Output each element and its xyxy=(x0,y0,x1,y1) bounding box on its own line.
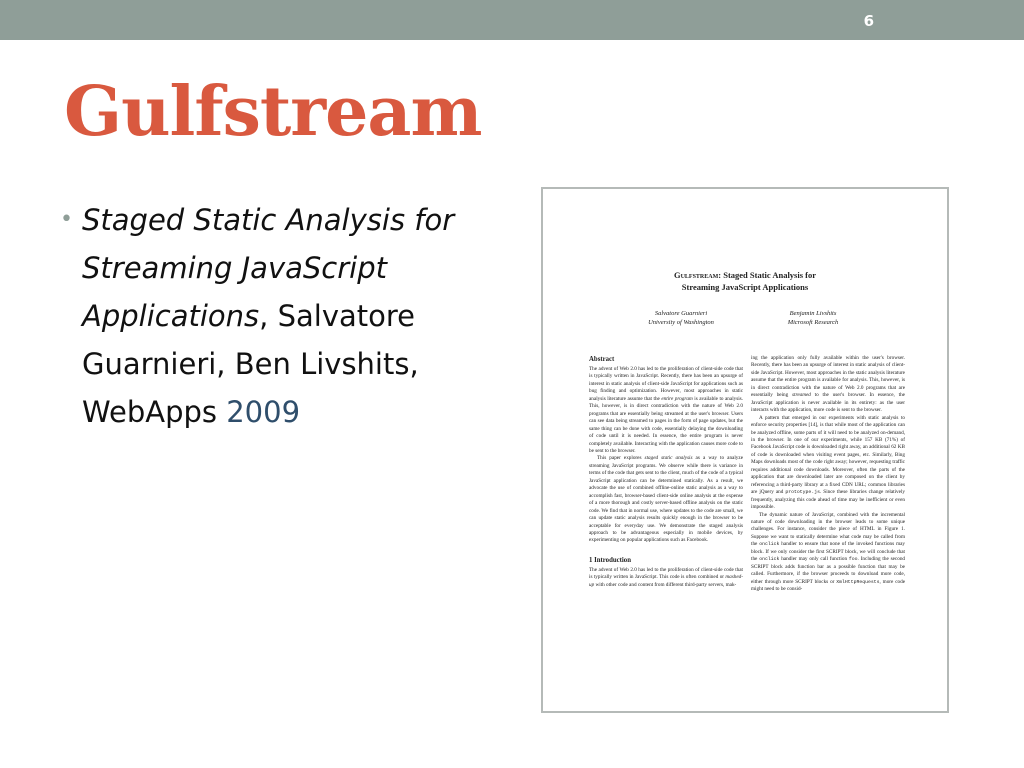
text-run-italic: streamed xyxy=(792,392,811,399)
author-block xyxy=(611,309,751,327)
citation-authors: , Salvatore Guarnieri, Ben Livshits, WebApps xyxy=(82,299,419,429)
paper-left-column xyxy=(589,355,743,589)
text-run-mono: prototype.js xyxy=(785,490,820,496)
slide-title: Gulfstream xyxy=(64,72,482,152)
introduction-heading: 1 Introduction xyxy=(589,556,631,564)
text-run: , more code might need to be consid- xyxy=(751,578,906,593)
text-run-italic: mashed-up xyxy=(589,574,743,588)
introduction-paragraph xyxy=(589,567,743,589)
text-run-italic: entire program xyxy=(661,395,693,402)
body-paragraph xyxy=(751,415,905,512)
text-run-mono: foo xyxy=(848,557,858,563)
body-paragraph xyxy=(751,512,905,594)
bullet-text xyxy=(82,196,500,436)
text-run-mono: onclick xyxy=(759,542,780,548)
author-name: Benjamin Livshits xyxy=(789,310,837,317)
text-run-mono: XmlHttpRequests xyxy=(836,579,880,585)
author-affiliation: University of Washington xyxy=(648,319,714,326)
abstract-paragraph xyxy=(589,455,743,544)
top-bar xyxy=(0,0,1024,40)
bullet-icon: • xyxy=(60,207,73,232)
text-run: handler to ensure that none of the invoked functions may block. If we only consider the first SCRIPT block, we will conclude that the xyxy=(751,541,905,563)
text-run-italic: staged static analysis xyxy=(644,455,693,462)
text-run: . Since these libraries change relatively frequently, analyzing this code ahead of time may be inefficient or even impossible. xyxy=(751,489,905,511)
text-run: as a way to analyze streaming JavaScript programs. We observe while there is variance in terms of the code that gets sent to the client, much of the code of a typical JavaScript application can be determined statically. As a result, we advocate the use of combined offline-online static analysis as a way to accomplish fast, browser-based client-side online analysis at the expense of a more thorough and costly server-based offline analysis on the static code. We find that in normal use, where updates to the code are small, we can update static analysis results quickly enough in the browser to be acceptable for everyday use. We demonstrate the staged analysis approach to be advantageous especially in mobile devices, by experimenting on popular applications such as Facebook. xyxy=(589,455,743,544)
author-name: Salvatore Guarnieri xyxy=(654,310,708,317)
abstract-paragraph xyxy=(589,366,743,455)
paper-title xyxy=(543,269,947,293)
text-run: to the user's browser. In essence, the JavaScript application is never available in its entirety: as the user interacts with the application, more code is sent to the browser. xyxy=(751,392,905,414)
text-run-mono: onclick xyxy=(759,557,780,563)
slide-number: 6 xyxy=(863,12,874,30)
paper-title-line1: : Staged Static Analysis for xyxy=(718,270,817,280)
text-run: The advent of Web 2.0 has led to the proliferation of client-side code that is typically written in JavaScript. Recently, there has been an upsurge of interest in static analysis of client-side JavaScript for applications such as bug finding and optimization. However, most approaches in static analysis literature assume that the xyxy=(589,366,743,402)
author-block xyxy=(743,309,883,327)
text-run: The dynamic nature of JavaScript, combined with the incremental nature of code downloading in the browser leads to some unique challenges. For instance, consider the piece of HTML in Figure 1. Suppose we want to statically determine what code may be called from the xyxy=(751,511,905,548)
text-run: ing the application only fully available within the user's browser. Recently, there has been an upsurge of interest in static analysis of client-side JavaScript. However, most approaches in the static analysis literature assume that the entire program is available for analysis. This, however, is in direct contradiction with the nature of Web 2.0 programs that are essentially being xyxy=(751,355,905,399)
text-run: The advent of Web 2.0 has led to the proliferation of client-side code that is typically written in JavaScript. This code is often combined or xyxy=(589,566,743,581)
citation-year: 2009 xyxy=(226,395,301,429)
text-run: with other code and content from different third-party servers, mak- xyxy=(594,581,737,588)
text-run: handler may only call function xyxy=(779,556,849,563)
abstract-heading: Abstract xyxy=(589,356,615,363)
author-affiliation: Microsoft Research xyxy=(787,319,839,326)
text-run: This paper explores xyxy=(597,455,645,462)
paper-right-column xyxy=(751,355,905,594)
paper-thumbnail xyxy=(541,187,949,713)
paper-title-citation: Staged Static Analysis for Streaming JavaScript Applications xyxy=(82,203,455,333)
paper-title-line2: Streaming JavaScript Applications xyxy=(681,282,809,292)
paper-title-smallcaps: Gulfstream xyxy=(673,270,719,280)
text-run: is available to analysis. This, however, is in direct contradiction with the nature of Web 2.0 programs that are essentially being streamed at the user's browser. Users can see data being streamed to pages in the form of page updates, but the same thing can be done with code, essentially delaying the downloading of code until it is needed. In essence, the entire program is never completely available. Interacting with the application causes more code to be sent to the browser. xyxy=(589,395,744,454)
text-run: A pattern that emerged in our experiments with static analysis to enforce security properties [14], is that while most of the application can be analyzed offline, some parts of it will need to be analyzed on-demand, in the browser. In one of our experiments, while 157 KB (71%) of Facebook JavaScript code is downloaded right away, an additional 62 KB of code is downloaded when visiting event pages, etc. Similarly, Bing Maps downloads most of the code right away; however, requesting traffic requires additional code downloads. Moreover, often the parts of the application that are downloaded later are composed on the client by referencing a third-party library at a fixed CDN URL; common libraries are jQuery and xyxy=(751,414,905,496)
bullet-item xyxy=(60,196,500,436)
body-paragraph xyxy=(751,355,905,415)
text-run: . Including the second SCRIPT block adds function bar as a possible function that may be called. Furthermore, if the browser proceeds to download more code, either through more SCRIPT blocks or xyxy=(751,556,906,585)
